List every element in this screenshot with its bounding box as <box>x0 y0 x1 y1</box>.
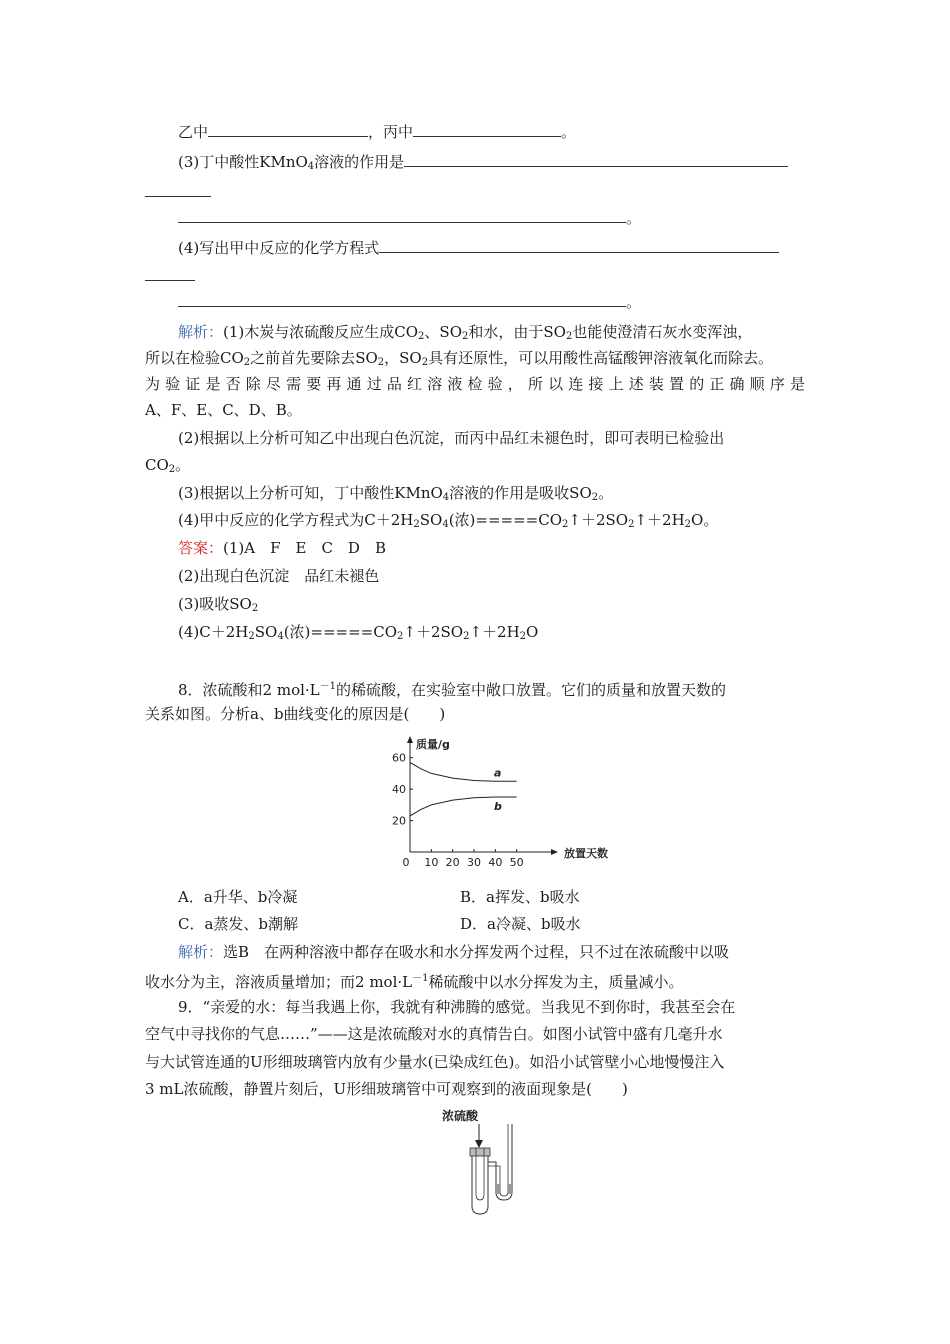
x-tick-label: 30 <box>467 856 481 869</box>
q8-analysis-1: 解析：选B 在两种溶液中都存在吸水和水分挥发两个过程，只不过在浓硫酸中以吸 <box>178 943 730 961</box>
x-tick-label: 10 <box>424 856 439 869</box>
x-tick-label: 20 <box>445 856 460 869</box>
q8-stem-2: 关系如图。分析a、b曲线变化的原因是( ) <box>145 705 446 723</box>
large-test-tube <box>472 1156 488 1214</box>
q8-stem-1: 8．浓硫酸和2 $mol\cdot L^{-1}$的稀硫酸，在实验室中敞口放置。它们的质量和放置天数的 <box>178 681 727 699</box>
x-axis-arrow <box>551 849 558 855</box>
q7-line-5: 。 <box>178 292 641 312</box>
analysis-line-2: 所以在检验$CO_2$之前首先要除去$SO_2$，$SO_2$具有还原性，可以用酸性高锰酸钾溶液氧化而除去。 <box>145 349 774 368</box>
answer-blank-continued[interactable] <box>145 182 211 197</box>
answer-blank[interactable] <box>404 152 788 167</box>
answer-line-2: (2)出现白色沉淀 品红未褪色 <box>178 567 380 585</box>
analysis-line-6: $CO_2$。 <box>145 456 191 475</box>
analysis-label: 解析： <box>178 323 224 341</box>
q9-stem-3: 与大试管连通的U形细玻璃管内放有少量水(已染成红色)。如沿小试管壁小心地慢慢注入 <box>145 1053 725 1071</box>
q7-line-2: (3)丁中酸性KMnO$_4$溶液的作用是 <box>178 152 788 177</box>
u-tube-apparatus-figure <box>440 1108 540 1218</box>
x-tick-label: 50 <box>509 856 524 869</box>
analysis-line-5: (2)根据以上分析可知乙中出现白色沉淀，而丙中品红未褪色时，即可表明已检验出 <box>178 429 725 447</box>
q8-option-a[interactable]: A．a升华、b冷凝 <box>178 888 298 906</box>
y-tick-label: 20 <box>392 814 406 828</box>
y-tick-label: 60 <box>392 751 406 765</box>
series-a-label: a <box>494 766 502 780</box>
answer-blank[interactable] <box>413 122 561 137</box>
conc-sulfuric-acid-label: 浓硫酸 <box>442 1109 479 1123</box>
q8-analysis-2: 收水分为主，溶液质量增加；而2 $mol\cdot L^{-1}$稀硫酸中以水分挥发为主，质量减小。 <box>145 973 684 991</box>
answer-blank[interactable] <box>178 208 626 223</box>
answer-blank[interactable] <box>178 292 626 307</box>
series-b-label: b <box>494 799 502 813</box>
analysis-line-7: (3)根据以上分析可知，丁中酸性KMnO$_4$溶液的作用是吸收$SO_2$。 <box>178 484 614 503</box>
answer-line-4: $(4)C+2H_2SO_4$(浓)$=====CO_2↑+2SO_2↑+2H_2O$ <box>178 623 539 642</box>
q9-stem-4: 3 mL浓硫酸，静置片刻后，U形细玻璃管中可观察到的液面现象是( ) <box>145 1080 628 1098</box>
q8-option-b[interactable]: B．a挥发、b吸水 <box>460 888 580 906</box>
analysis-label: 解析： <box>178 943 224 961</box>
red-water-right <box>508 1184 512 1194</box>
answer-line-3: (3)吸收$SO_2$ <box>178 595 259 614</box>
answer-blank-continued[interactable] <box>145 266 195 281</box>
y-axis-arrow <box>407 736 413 743</box>
q7-line-1: 乙中 ，丙中 。 <box>178 123 577 141</box>
x-axis-label: 放置天数 <box>564 847 608 860</box>
q8-option-d[interactable]: D．a冷凝、b吸水 <box>460 915 581 933</box>
red-water-left <box>496 1184 500 1194</box>
analysis-line-4: A、F、E、C、D、B。 <box>145 401 302 419</box>
stopper <box>470 1148 490 1156</box>
analysis-line-1: 解析：(1)木炭与浓硫酸反应生成$CO_2$、$SO_2$和水，由于$SO_2$也能使澄清石灰水变浑浊， <box>178 323 753 342</box>
answer-line-1: 答案：(1)A F E C D B <box>178 539 386 557</box>
x-tick-label: 40 <box>488 856 503 869</box>
x-tick-label: 0 <box>402 856 410 869</box>
y-tick-label: 40 <box>392 783 406 797</box>
analysis-line-8: (4)甲中反应的化学方程式为$C+2H_2SO_4$(浓)$=====CO_2↑+2SO_2↑+2H_2O$。 <box>178 511 719 530</box>
answer-label: 答案： <box>178 539 224 557</box>
y-axis-label: 质量/g <box>416 738 450 751</box>
q8-option-c[interactable]: C．a蒸发、b潮解 <box>178 915 299 933</box>
mass-vs-days-chart <box>390 732 608 877</box>
analysis-line-3: 为验证是否除尽需要再通过品红溶液检验，所以连接上述装置的正确顺序是 <box>145 375 805 393</box>
arrow-head <box>475 1140 483 1148</box>
q7-line-4: (4)写出甲中反应的化学方程式 <box>178 238 779 258</box>
q7-line-3: 。 <box>178 208 641 228</box>
answer-blank[interactable] <box>208 122 368 137</box>
q9-stem-1: 9．“亲爱的水：每当我遇上你，我就有种沸腾的感觉。当我见不到你时，我甚至会在 <box>178 998 736 1016</box>
answer-blank[interactable] <box>379 238 779 253</box>
q9-stem-2: 空气中寻找你的气息……”——这是浓硫酸对水的真情告白。如图小试管中盛有几毫升水 <box>145 1025 723 1043</box>
